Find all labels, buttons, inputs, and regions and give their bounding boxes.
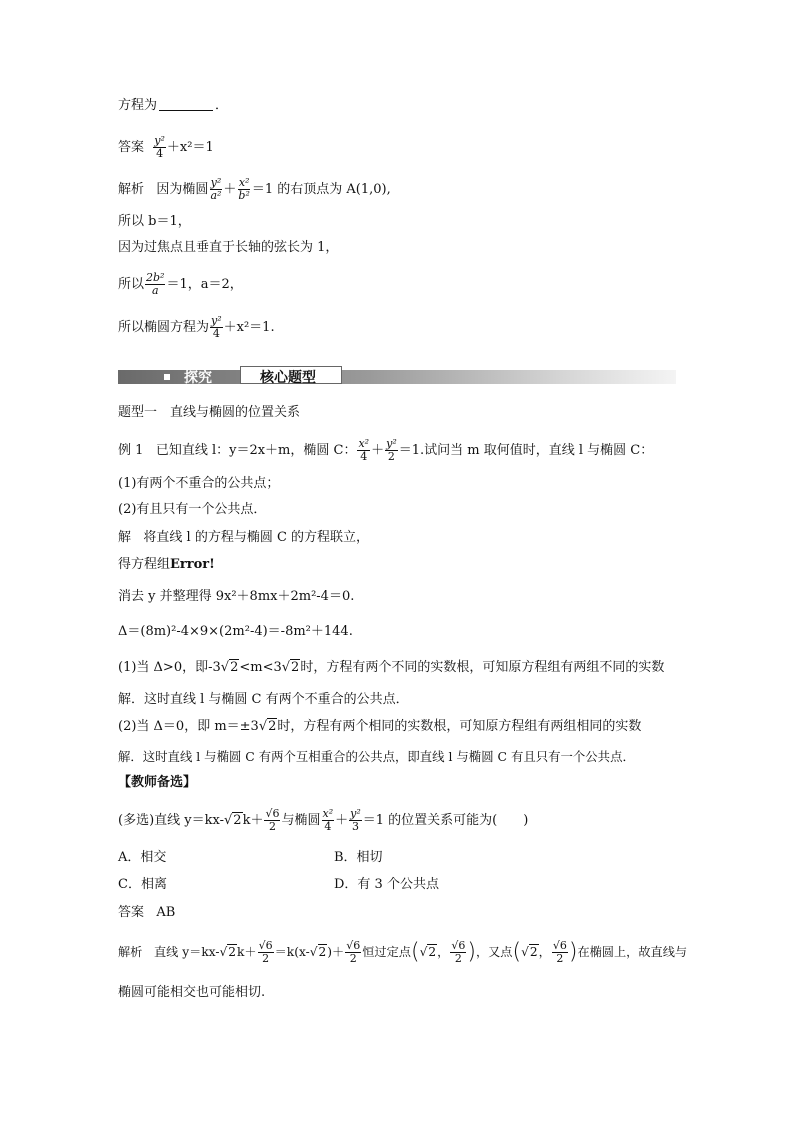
answer-value: AB bbox=[156, 905, 176, 920]
fraction-y2-over-4: $\frac{\text{y²}}{4}$ bbox=[211, 314, 222, 340]
solution-line-2: 得方程组Error! bbox=[118, 557, 215, 572]
answer-label: 答案 bbox=[118, 140, 145, 155]
example-1: 例 1 已知直线 l：y＝2x＋m，椭圆 C： $\frac{\text{x²}}{4}$ ＋ $\frac{\text{y²}}{2}$ ＝1.试问当 m 取何值时，直线 l 与椭圆 C： bbox=[118, 437, 654, 463]
sqrt-2: √2 bbox=[281, 660, 300, 675]
sqrt-2: √2 bbox=[309, 945, 327, 959]
fraction-2b2-over-a: $\frac{\text{2b²}}{a}$ bbox=[146, 271, 165, 297]
analysis-label: 解析 bbox=[118, 182, 145, 197]
fraction-x2-over-4: $\frac{\text{x²}}{4}$ bbox=[358, 437, 370, 463]
solution-label: 解 bbox=[118, 530, 132, 545]
sqrt-2: √2 bbox=[219, 945, 237, 959]
section-banner bbox=[118, 365, 676, 385]
sqrt-2: √2 bbox=[258, 719, 277, 734]
square-bullet-icon bbox=[164, 374, 170, 380]
question-1: (1)有两个不重合的公共点； bbox=[118, 476, 280, 491]
solution-line-4: Δ＝(8m)²-4×9×(2m²-4)＝-8m²＋144. bbox=[118, 624, 353, 639]
analysis-line-1: 解析 因为椭圆 $\frac{\text{y²}}{\text{a²}}$ ＋ $\frac{\text{x²}}{\text{b²}}$ ＝1 的右顶点为 A(1,0), bbox=[118, 176, 391, 202]
teacher-section-title: 【教师备选】 bbox=[118, 775, 197, 790]
fraction-y2-over-a2: $\frac{\text{y²}}{\text{a²}}$ bbox=[210, 176, 222, 202]
banner-label-core: 核心题型 bbox=[260, 370, 316, 386]
option-d: D．有 3 个公共点 bbox=[334, 877, 439, 892]
analysis-label: 解析 bbox=[118, 945, 143, 959]
error-marker: Error! bbox=[170, 557, 215, 572]
fraction-x2-over-4: $\frac{\text{x²}}{4}$ bbox=[322, 807, 334, 833]
fraction-y2-over-3: $\frac{\text{y²}}{3}$ bbox=[350, 807, 361, 833]
section-title: 题型一 直线与椭圆的位置关系 bbox=[118, 405, 301, 420]
solution-line-5: (1)当 Δ>0，即-3√2<m<3√2时，方程有两个不同的实数根，可知原方程组有两组不同的实数 bbox=[118, 660, 665, 675]
left-paren: ( bbox=[411, 939, 420, 965]
solution-line-3: 消去 y 并整理得 9x²＋8mx＋2m²-4＝0. bbox=[118, 589, 355, 604]
option-b: B．相切 bbox=[334, 850, 383, 865]
solution-line-6: 解．这时直线 l 与椭圆 C 有两个不重合的公共点． bbox=[118, 692, 409, 707]
fraction-x2-over-b2: $\frac{\text{x²}}{\text{b²}}$ bbox=[238, 176, 250, 202]
teacher-question: (多选)直线 y＝kx-√2k＋ $\frac{√6}{2}$ 与椭圆 $\frac{\text{x²}}{4}$ ＋ $\frac{\text{y²}}{3}$ ＝1 的位置关系可能为( ) bbox=[118, 807, 529, 833]
teacher-answer bbox=[118, 905, 175, 921]
fraction-sqrt6-over-2: $\frac{√6}{2}$ bbox=[451, 939, 466, 965]
teacher-analysis-line-1: 解析 直线 y＝kx-√2k＋ $\frac{√6}{2}$ ＝k(x-√2)＋ $\frac{√6}{2}$ 恒过定点(√2， $\frac{√6}{2}$ )，又点(√2， $\frac{√6}{2}$ )在椭圆上，故直线与 bbox=[118, 939, 688, 965]
answer-label: 答案 bbox=[118, 905, 145, 920]
solution-line-8: 解．这时直线 l 与椭圆 C 有两个互相重合的公共点，即直线 l 与椭圆 C 有且只有一个公共点． bbox=[118, 749, 635, 764]
teacher-analysis-line-2: 椭圆可能相交也可能相切. bbox=[118, 985, 266, 1000]
fraction-sqrt6-over-2: $\frac{√6}{2}$ bbox=[258, 939, 273, 965]
fraction-sqrt6-over-2: $\frac{√6}{2}$ bbox=[265, 807, 280, 833]
analysis-line-2: 所以 b＝1， bbox=[118, 214, 191, 229]
sqrt-2: √2 bbox=[224, 813, 242, 828]
right-paren: ) bbox=[467, 939, 476, 965]
answer-blank bbox=[159, 98, 213, 111]
fill-in-question: 方程为 ． bbox=[118, 98, 229, 113]
fraction-sqrt6-over-2: $\frac{√6}{2}$ bbox=[552, 939, 567, 965]
analysis-line-4: 所以 $\frac{\text{2b²}}{a}$ ＝1，a＝2， bbox=[118, 271, 243, 297]
solution-line-1: 解 将直线 l 的方程与椭圆 C 的方程联立， bbox=[118, 530, 370, 545]
sqrt-2: √2 bbox=[220, 660, 239, 675]
question-2: (2)有且只有一个公共点． bbox=[118, 502, 267, 517]
analysis-line-3: 因为过焦点且垂直于长轴的弦长为 1， bbox=[118, 240, 339, 255]
solution-line-7: (2)当 Δ＝0，即 m＝±3√2时，方程有两个相同的实数根，可知原方程组有两组相同的实数 bbox=[118, 719, 642, 734]
banner-label-explore: 探究 bbox=[184, 370, 212, 386]
fraction-y2-over-2: $\frac{\text{y²}}{2}$ bbox=[386, 437, 397, 463]
fraction-y2-over-4: $\frac{\text{y²}}{4}$ bbox=[154, 134, 165, 160]
option-c: C．相离 bbox=[118, 877, 167, 892]
analysis-line-5: 所以椭圆方程为 $\frac{\text{y²}}{4}$ ＋x²＝1. bbox=[118, 314, 275, 340]
option-a: A．相交 bbox=[118, 850, 167, 865]
answer-line: 答案 $\frac{\text{y²}}{4}$ ＋x²＝1 bbox=[118, 134, 214, 160]
fraction-sqrt6-over-2: $\frac{√6}{2}$ bbox=[346, 939, 361, 965]
example-label: 例 1 bbox=[118, 443, 144, 458]
question-text: 方程为 bbox=[118, 98, 158, 113]
